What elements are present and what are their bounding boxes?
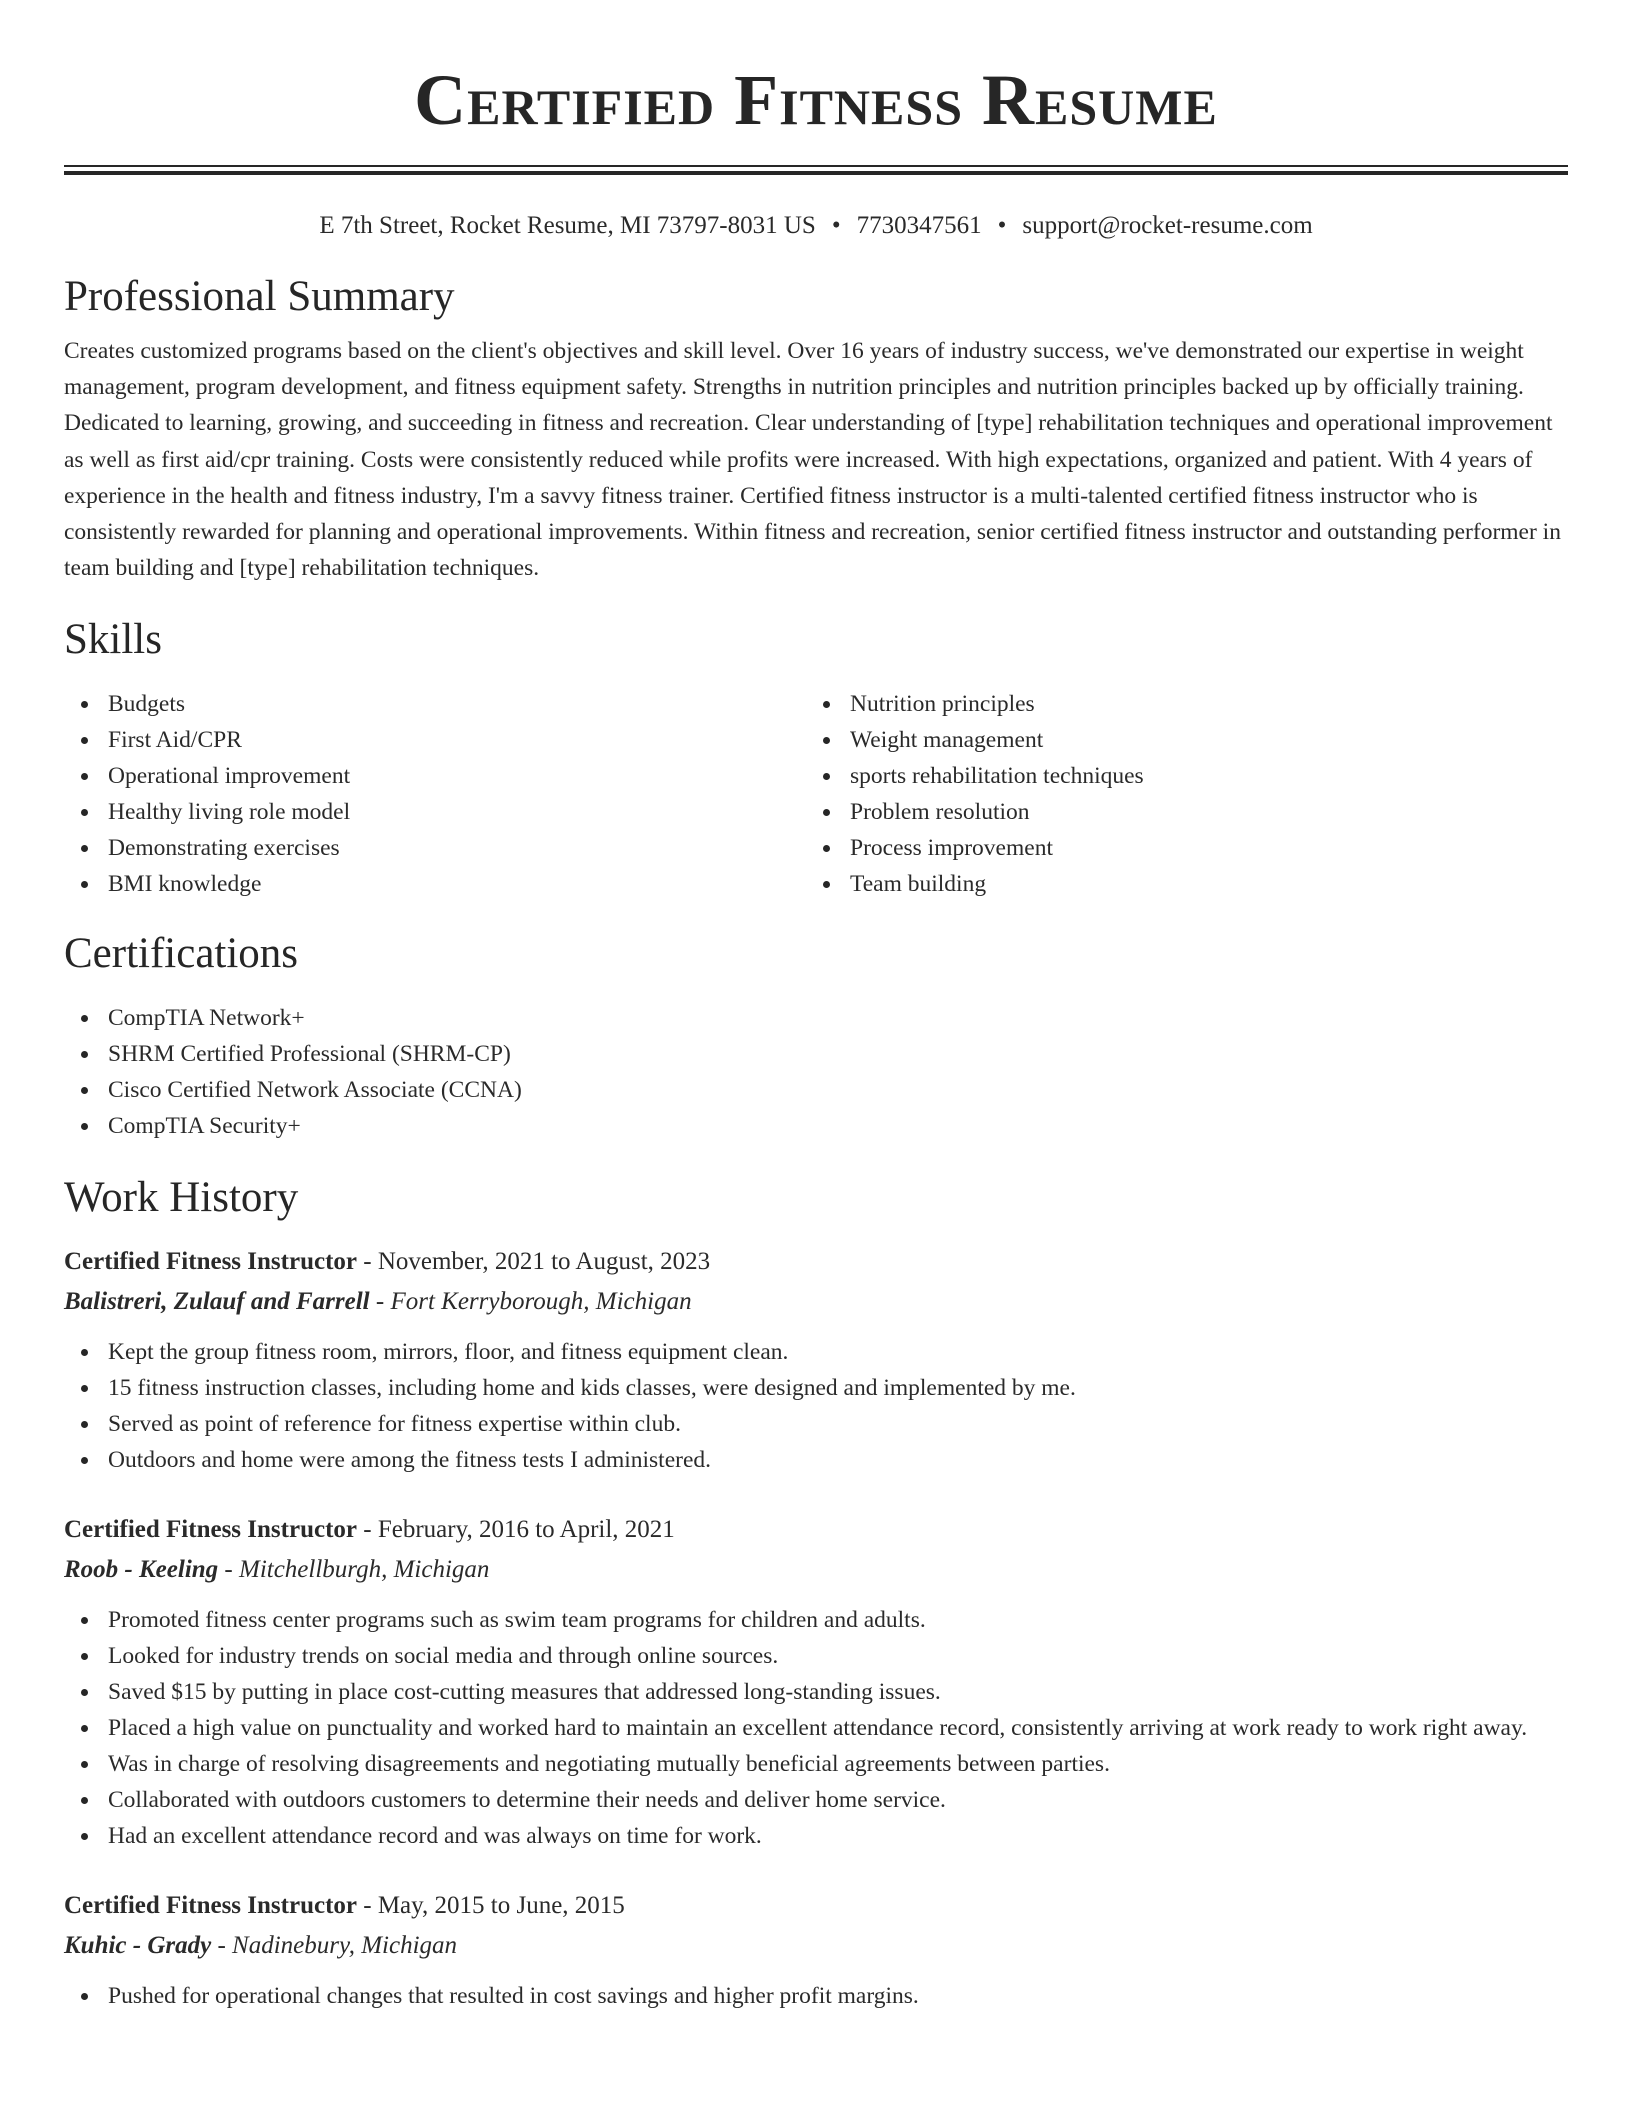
resume-name: Certified Fitness Resume (414, 60, 1218, 140)
certification-item: SHRM Certified Professional (SHRM-CP) (108, 1036, 1568, 1072)
skill-item: Healthy living role model (108, 794, 806, 830)
job-duty-item: Saved $15 by putting in place cost-cutting measures that addressed long-standing issues. (108, 1674, 1568, 1710)
contact-address: E 7th Street, Rocket Resume, MI 73797-8031 US (319, 212, 816, 239)
job-dates: - February, 2016 to April, 2021 (357, 1516, 675, 1544)
job-duty-item: Kept the group fitness room, mirrors, floor, and fitness equipment clean. (108, 1334, 1568, 1370)
job-entry (64, 1886, 1568, 2014)
skill-item: First Aid/CPR (108, 722, 806, 758)
job-duty-item: Had an excellent attendance record and was always on time for work. (108, 1818, 1568, 1854)
job-duty-item: Looked for industry trends on social media and through online sources. (108, 1638, 1568, 1674)
skills-column-left (64, 686, 806, 902)
job-duty-item: Was in charge of resolving disagreements and negotiating mutually beneficial agreements between parties. (108, 1746, 1568, 1782)
job-role: Certified Fitness Instructor (64, 1248, 357, 1276)
job-employer: Roob - Keeling (64, 1556, 219, 1584)
job-duty-item: Pushed for operational changes that resulted in cost savings and higher profit margins. (108, 1978, 1568, 2014)
job-header (64, 1510, 1568, 1550)
skill-item: Nutrition principles (850, 686, 1548, 722)
job-duties-list (64, 1334, 1568, 1478)
job-duty-item: Collaborated with outdoors customers to determine their needs and deliver home service. (108, 1782, 1568, 1818)
job-employer-line (64, 1282, 1568, 1322)
job-location: - Fort Kerryborough, Michigan (369, 1288, 692, 1316)
job-location: - Nadinebury, Michigan (211, 1932, 458, 1960)
job-header (64, 1242, 1568, 1282)
job-entry (64, 1510, 1568, 1854)
job-header (64, 1886, 1568, 1926)
contact-separator: • (831, 212, 841, 239)
job-duty-item: Outdoors and home were among the fitness tests I administered. (108, 1442, 1568, 1478)
job-employer: Balistreri, Zulauf and Farrell (64, 1288, 370, 1316)
skill-item: Operational improvement (108, 758, 806, 794)
skills-list-left (64, 686, 806, 902)
skills-column-right (806, 686, 1548, 902)
certification-item: CompTIA Network+ (108, 1000, 1568, 1036)
skills-heading: Skills (64, 616, 162, 664)
job-role: Certified Fitness Instructor (64, 1892, 357, 1920)
job-employer-line (64, 1926, 1568, 1966)
certification-item: CompTIA Security+ (108, 1108, 1568, 1144)
skill-item: Weight management (850, 722, 1548, 758)
job-location: - Mitchellburgh, Michigan (218, 1556, 490, 1584)
summary-heading: Professional Summary (64, 273, 455, 320)
job-duties-list (64, 1602, 1568, 1854)
skill-item: sports rehabilitation techniques (850, 758, 1548, 794)
summary-text: Creates customized programs based on the client's objectives and skill level. Over 16 years of industry success, we've demonstrated our expertise in weight management, program development, and fitness equipment safety. Strengths in nutrition principles and nutrition principles backed up by officially training. Dedicated to learning, growing, and succeeding in fitness and recreation. Clear understanding of [type] rehabilitation techniques and operational improvement as well as first aid/cpr training. Costs were consistently reduced while profits were increased. With high expectations, organized and patient. With 4 years of experience in the health and fitness industry, I'm a savvy fitness trainer. Certified fitness instructor is a multi-talented certified fitness instructor who is consistently rewarded for planning and operational improvements. Within fitness and recreation, senior certified fitness instructor and outstanding performer in team building and [type] rehabilitation techniques. (64, 338, 1561, 582)
skills-columns (64, 686, 1568, 902)
skill-item: Problem resolution (850, 794, 1548, 830)
contact-email: support@rocket-resume.com (1022, 212, 1313, 239)
job-dates: - May, 2015 to June, 2015 (357, 1892, 625, 1920)
certification-item: Cisco Certified Network Associate (CCNA) (108, 1072, 1568, 1108)
contact-line (64, 211, 1568, 241)
contact-separator: • (997, 212, 1007, 239)
job-dates: - November, 2021 to August, 2023 (357, 1248, 711, 1276)
job-duty-item: 15 fitness instruction classes, including home and kids classes, were designed and implemented by me. (108, 1370, 1568, 1406)
skills-list-right (806, 686, 1548, 902)
certifications-heading: Certifications (64, 930, 299, 978)
work-history-heading: Work History (64, 1174, 299, 1222)
skill-item: Budgets (108, 686, 806, 722)
job-role: Certified Fitness Instructor (64, 1516, 357, 1544)
header-divider (64, 165, 1568, 175)
contact-phone: 7730347561 (856, 212, 982, 239)
job-duty-item: Placed a high value on punctuality and worked hard to maintain an excellent attendance record, consistently arriving at work ready to work right away. (108, 1710, 1568, 1746)
job-duty-item: Served as point of reference for fitness expertise within club. (108, 1406, 1568, 1442)
skill-item: Process improvement (850, 830, 1548, 866)
job-employer: Kuhic - Grady (64, 1932, 212, 1960)
skill-item: Demonstrating exercises (108, 830, 806, 866)
skill-item: BMI knowledge (108, 866, 806, 902)
job-duty-item: Promoted fitness center programs such as swim team programs for children and adults. (108, 1602, 1568, 1638)
certifications-list (64, 1000, 1568, 1144)
skill-item: Team building (850, 866, 1548, 902)
job-duties-list (64, 1978, 1568, 2014)
job-employer-line (64, 1550, 1568, 1590)
job-entry (64, 1242, 1568, 1478)
